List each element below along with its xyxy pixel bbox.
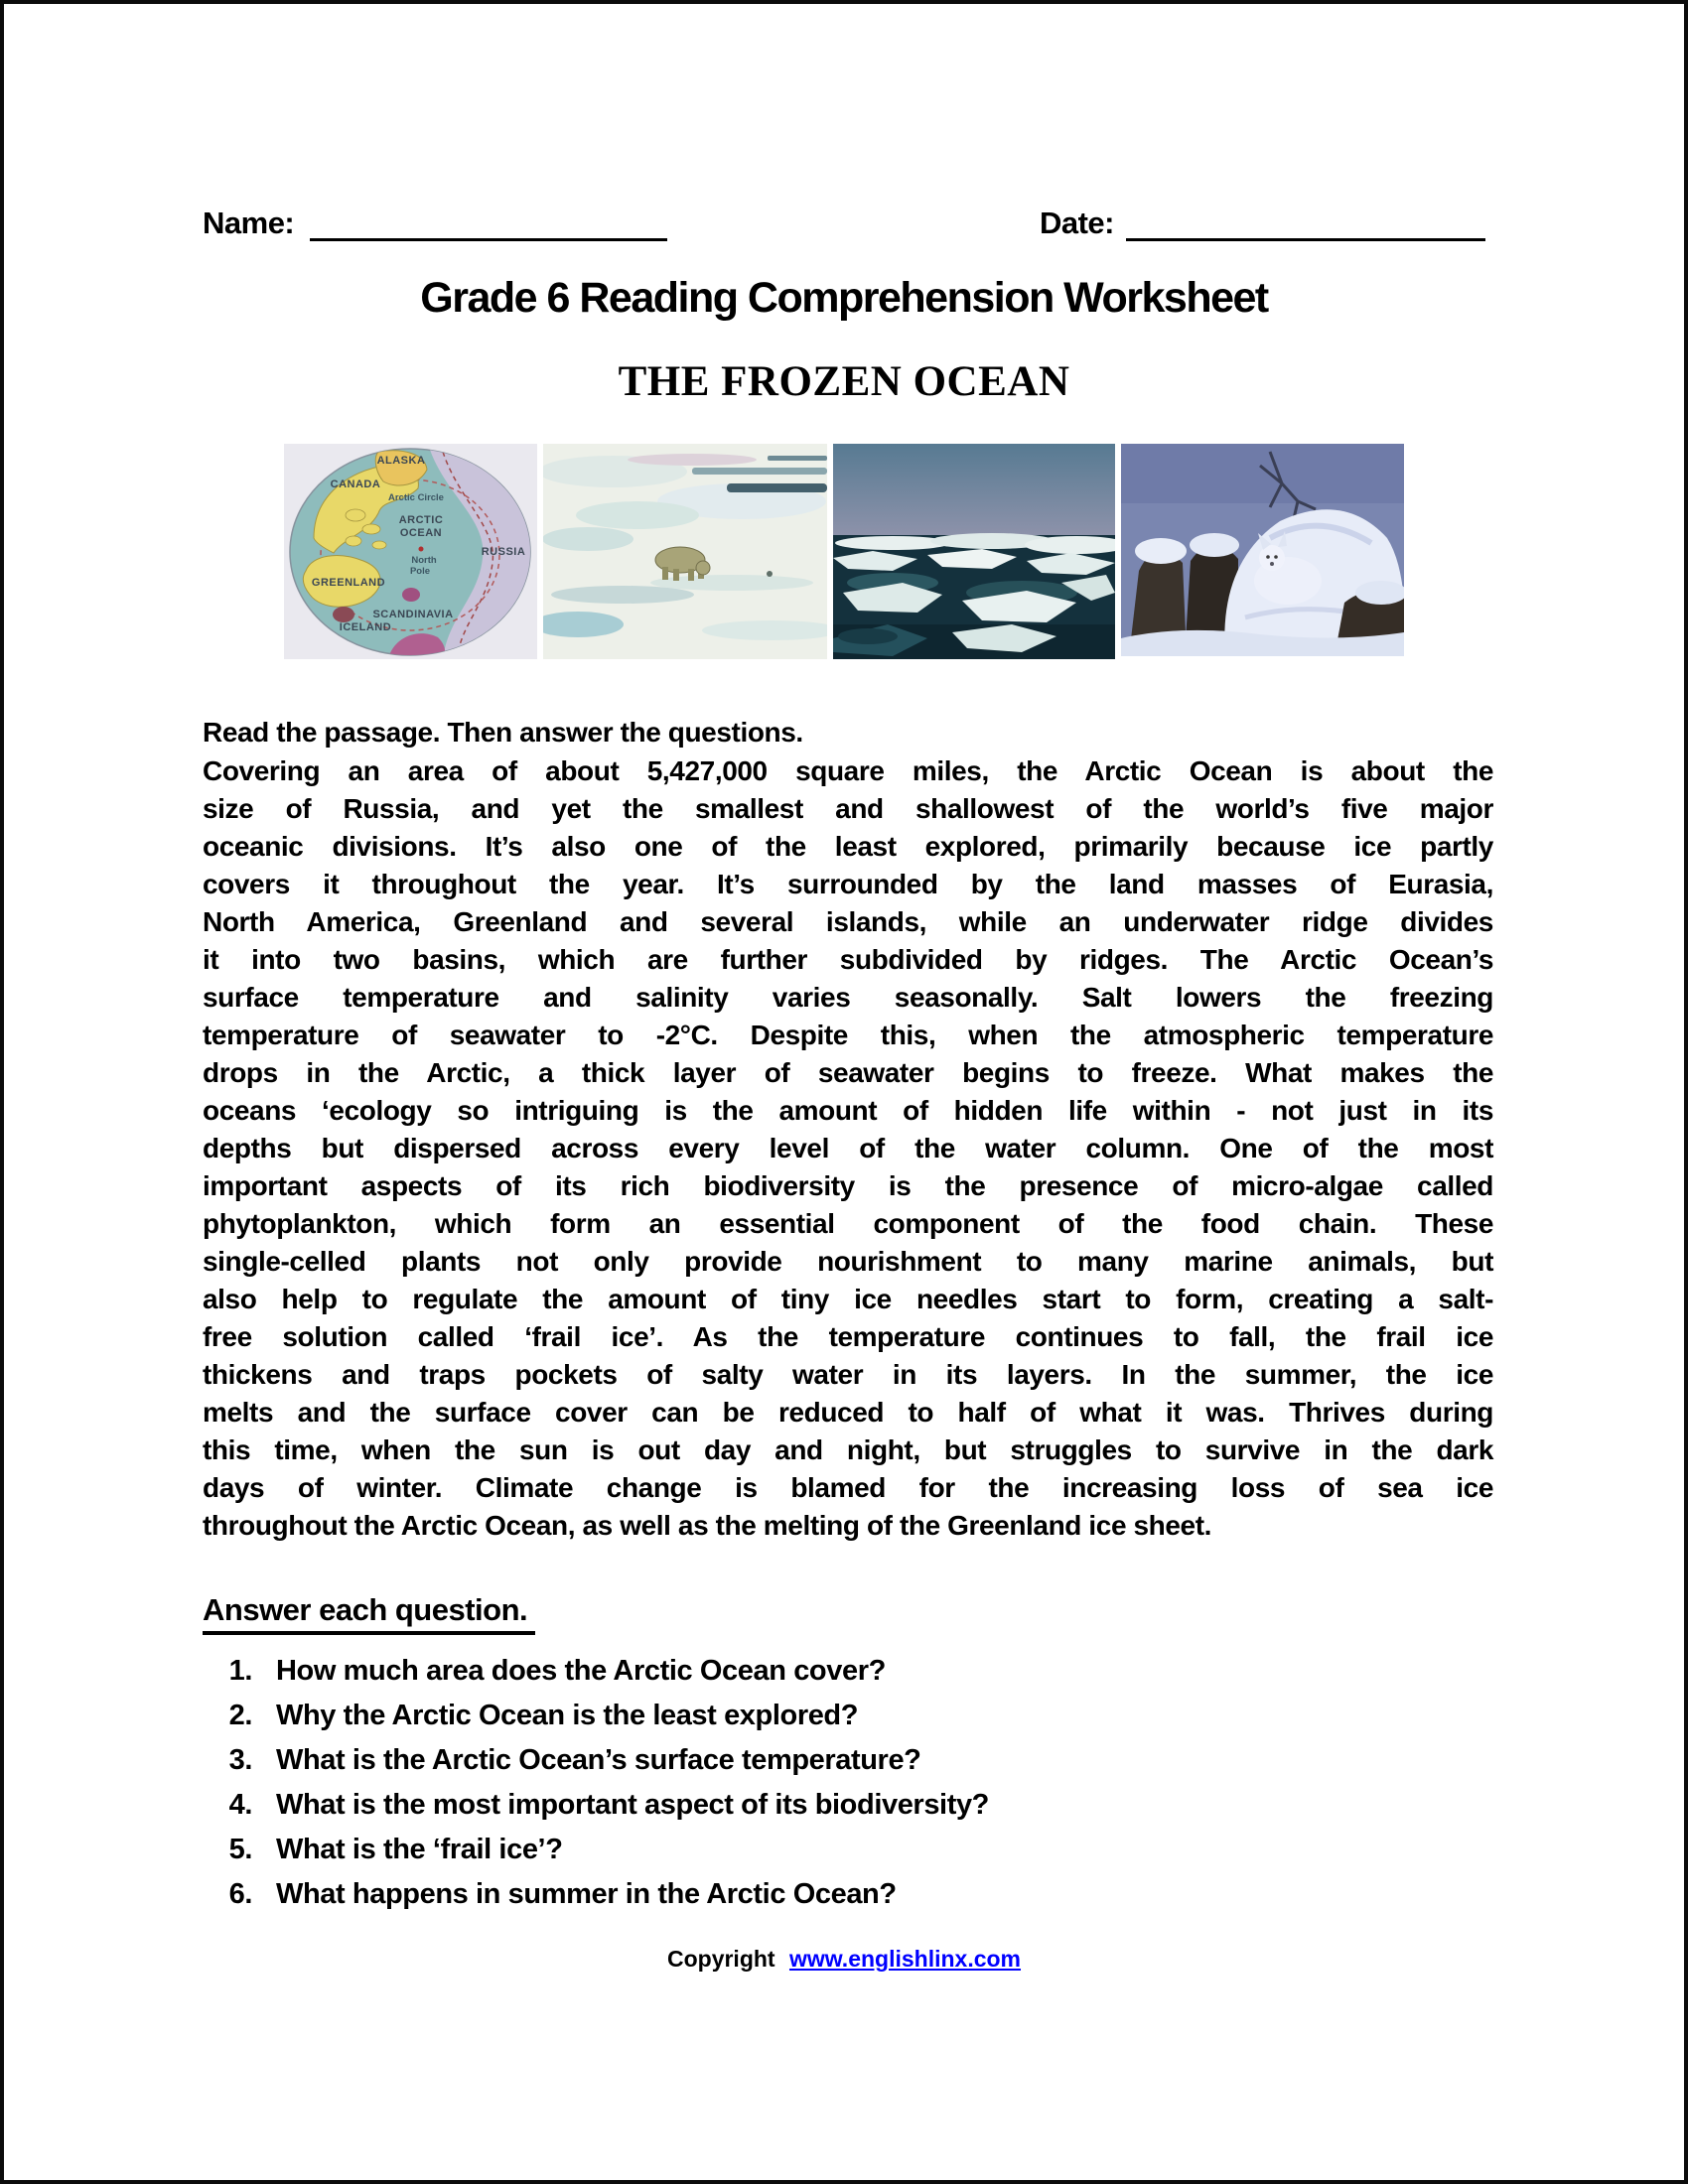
date-label: Date:: [1039, 205, 1114, 240]
name-field: [203, 205, 667, 241]
passage-line: thickens and traps pockets of salty water in its layers. In the summer, the ice: [203, 1359, 1493, 1390]
arctic-map-image: [284, 444, 537, 659]
question-number: 4.: [228, 1789, 252, 1821]
passage-line: this time, when the sun is out day and night, but struggles to survive in the dark: [203, 1434, 1493, 1465]
passage-line: Covering an area of about 5,427,000 square miles, the Arctic Ocean is about the: [203, 755, 1493, 786]
passage-line: also help to regulate the amount of tiny ice needles start to form, creating a salt-: [203, 1284, 1493, 1314]
question-text: What is the most important aspect of its biodiversity?: [276, 1789, 989, 1821]
question-item: [203, 1828, 1493, 1872]
page-title: Grade 6 Reading Comprehension Worksheet: [420, 274, 1268, 322]
passage-title: THE FROZEN OCEAN: [618, 358, 1070, 405]
map-label-pole: Pole: [409, 566, 431, 577]
question-list: [203, 1649, 1493, 1917]
question-number: 6.: [228, 1878, 252, 1910]
polar-bear-image: [543, 444, 827, 659]
question-text: What is the Arctic Ocean’s surface temperature?: [276, 1744, 921, 1776]
map-label-north: North: [411, 555, 437, 566]
arctic-fox-image: [1121, 444, 1404, 656]
name-date-row: [203, 205, 1485, 241]
passage-line: it into two basins, which are further subdivided by ridges. The Arctic Ocean’s: [203, 944, 1493, 975]
date-blank-line[interactable]: [1126, 205, 1485, 241]
question-item: [203, 1738, 1493, 1783]
question-item: [203, 1783, 1493, 1828]
footer: [4, 1946, 1684, 1973]
passage-line: throughout the Arctic Ocean, as well as the melting of the Greenland ice sheet.: [203, 1510, 1212, 1541]
images-row: [284, 444, 1404, 659]
passage-line: oceanic divisions. It’s also one of the least explored, primarily because ice partly: [203, 831, 1493, 862]
copyright-link[interactable]: www.englishlinx.com: [788, 1946, 1022, 1972]
map-label-arctic-circle: Arctic Circle: [388, 492, 444, 503]
passage-line: days of winter. Climate change is blamed for the increasing loss of sea ice: [203, 1472, 1493, 1503]
passage-instruction: Read the passage. Then answer the questions.: [203, 717, 803, 748]
passage-line: depths but dispersed across every level of the water column. One of the most: [203, 1133, 1493, 1163]
question-text: What happens in summer in the Arctic Ocean?: [276, 1878, 897, 1910]
passage-line: single-celled plants not only provide nourishment to many marine animals, but: [203, 1246, 1493, 1277]
map-label-scandinavia: SCANDINAVIA: [372, 609, 454, 620]
copyright-label: Copyright: [666, 1946, 775, 1972]
question-text: What is the ‘frail ice’?: [276, 1834, 563, 1865]
passage-line: free solution called ‘frail ice’. As the temperature continues to fall, the frail ice: [203, 1321, 1493, 1352]
question-item: [203, 1872, 1493, 1917]
question-number: 5.: [228, 1834, 252, 1865]
passage-line: temperature of seawater to -2°C. Despite this, when the atmospheric temperature: [203, 1020, 1493, 1050]
question-number: 3.: [228, 1744, 252, 1776]
question-item: [203, 1649, 1493, 1694]
map-label-greenland: GREENLAND: [311, 577, 386, 589]
map-label-canada: CANADA: [330, 478, 381, 490]
name-label: Name:: [203, 205, 295, 240]
passage-line: melts and the surface cover can be reduced to half of what it was. Thrives during: [203, 1397, 1493, 1428]
passage-line: drops in the Arctic, a thick layer of seawater begins to freeze. What makes the: [203, 1057, 1493, 1088]
answer-heading: Answer each question.: [203, 1592, 535, 1635]
map-label-ocean: OCEAN: [399, 527, 443, 539]
passage-line: surface temperature and salinity varies seasonally. Salt lowers the freezing: [203, 982, 1493, 1013]
question-text: Why the Arctic Ocean is the least explored?: [276, 1700, 859, 1731]
map-label-arctic: ARCTIC: [398, 514, 444, 526]
passage-line: phytoplankton, which form an essential component of the food chain. These: [203, 1208, 1493, 1239]
date-field: [1040, 205, 1485, 241]
reading-section: [203, 714, 1493, 1545]
passage-line: oceans ‘ecology so intriguing is the amount of hidden life within - not just in its: [203, 1095, 1493, 1126]
question-number: 2.: [228, 1700, 252, 1731]
question-item: [203, 1694, 1493, 1738]
passage-line: North America, Greenland and several islands, while an underwater ridge divides: [203, 906, 1493, 937]
passage-text: [203, 752, 1493, 1545]
question-number: 1.: [228, 1655, 252, 1687]
map-label-iceland: ICELAND: [339, 621, 392, 633]
passage-line: important aspects of its rich biodiversity is the presence of micro-algae called: [203, 1170, 1493, 1201]
name-blank-line[interactable]: [310, 205, 667, 241]
question-text: How much area does the Arctic Ocean cover?: [276, 1655, 886, 1687]
passage-line: size of Russia, and yet the smallest and shallowest of the world’s five major: [203, 793, 1493, 824]
map-label-alaska: ALASKA: [376, 455, 426, 467]
ice-floes-image: [833, 444, 1115, 659]
map-label-russia: RUSSIA: [481, 546, 526, 558]
passage-line: covers it throughout the year. It’s surrounded by the land masses of Eurasia,: [203, 869, 1493, 899]
